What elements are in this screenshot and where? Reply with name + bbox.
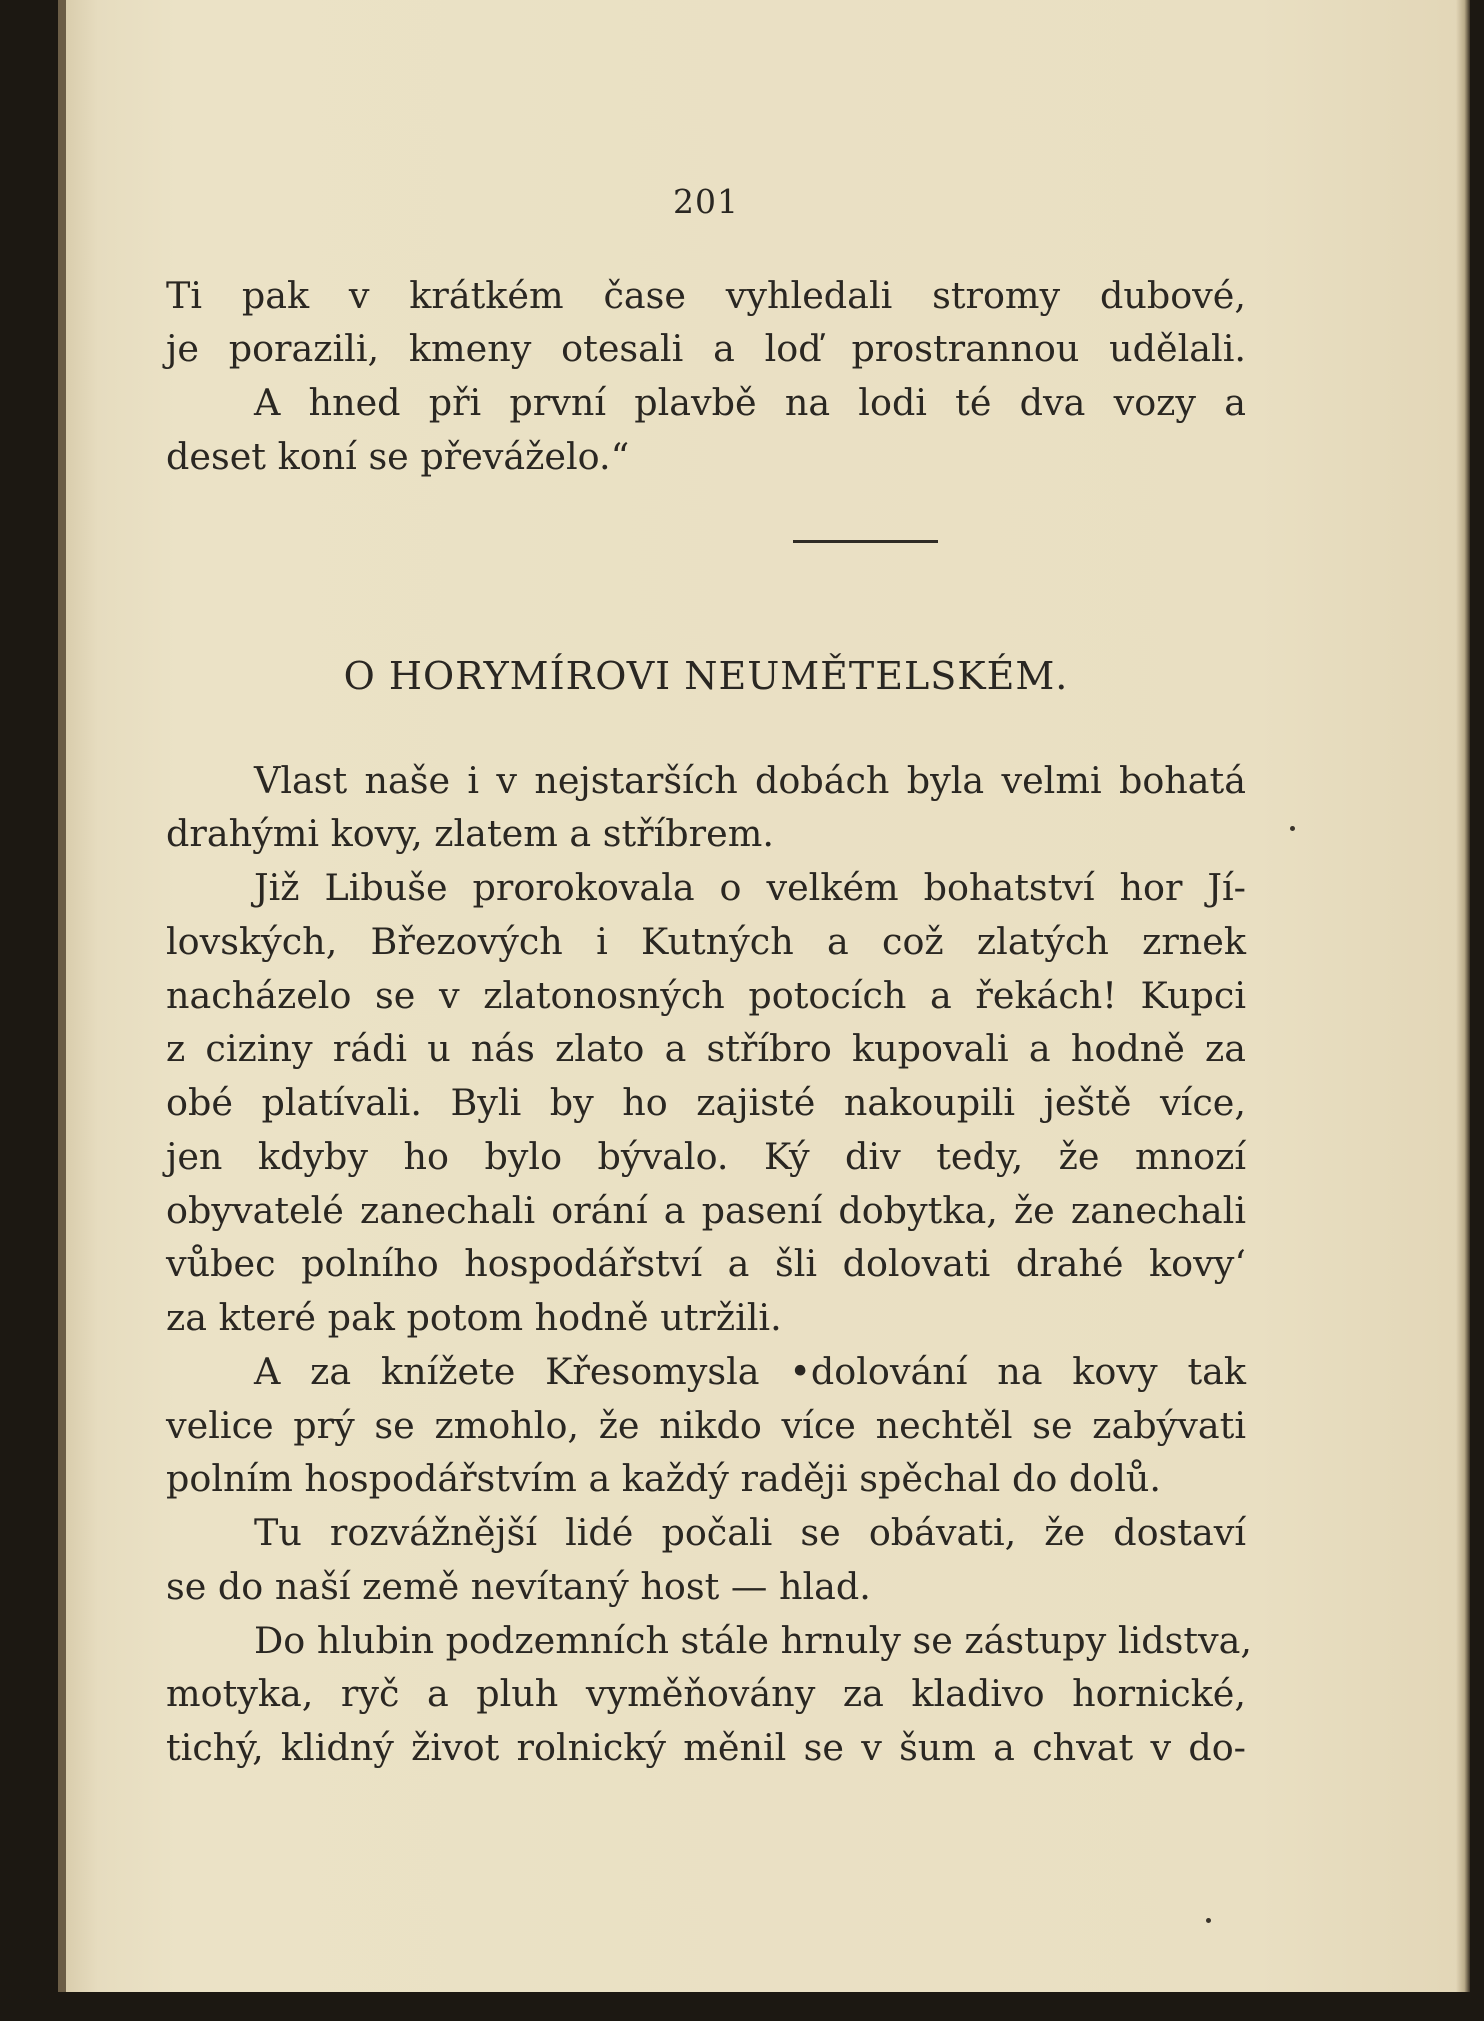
text-line: je porazili, kmeny otesali a loď prostrannou udělali. [166,327,1246,370]
text-line: lovských, Březových i Kutných a což zlatých zrnek [166,920,1246,963]
chapter-heading: O HORYMÍROVI NEUMĚTELSKÉM. [343,654,1069,698]
text-line: polním hospodářstvím a každý raději spěchal do dolů. [166,1457,1162,1500]
text-line: vůbec polního hospodářství a šli dolovati drahé kovy‘ [166,1242,1246,1285]
paper-speck [1206,1918,1211,1923]
text-line: motyka, ryč a pluh vyměňovány za kladivo hornické, [166,1672,1246,1715]
book-page [58,0,1470,1992]
text-line: obyvatelé zanechali orání a pasení dobytka, že zanechali [166,1189,1246,1232]
text-line: Ti pak v krátkém čase vyhledali stromy dubové, [166,274,1246,317]
text-line: nacházelo se v zlatonosných potocích a řekách! Kupci [166,974,1246,1017]
text-line-indented: A za knížete Křesomysla •dolování na kovy tak [254,1350,1246,1393]
text-line: tichý, klidný život rolnický měnil se v šum a chvat v do- [166,1726,1246,1769]
text-line-indented: Tu rozvážnější lidé počali se obávati, že dostaví [254,1511,1246,1554]
text-line: obé platívali. Byli by ho zajisté nakoupili ještě více, [166,1081,1246,1124]
text-line: se do naší země nevítaný host — hlad. [166,1565,871,1608]
text-line-indented: Vlast naše i v nejstarších dobách byla velmi bohatá [254,759,1246,802]
section-divider-rule [793,540,938,543]
page-binding-edge [58,0,66,1992]
text-line: deset koní se převáželo.“ [166,435,630,478]
text-line-indented: A hned při první plavbě na lodi té dva vozy a [254,381,1246,424]
text-line: velice prý se zmohlo, že nikdo více nechtěl se zabývati [166,1404,1246,1447]
text-line-indented: Do hlubin podzemních stále hrnuly se zástupy lidstva, [254,1619,1252,1662]
text-line: drahými kovy, zlatem a stříbrem. [166,812,774,855]
text-line: z ciziny rádi u nás zlato a stříbro kupovali a hodně za [166,1027,1246,1070]
text-line: jen kdyby ho bylo bývalo. Ký div tedy, že mnozí [166,1135,1246,1178]
paper-speck [1290,826,1295,831]
page-outer-edge [1456,0,1470,1992]
text-line-indented: Již Libuše prorokovala o velkém bohatství hor Jí- [254,866,1246,909]
page-number: 201 [673,182,739,221]
text-line: za které pak potom hodně utržili. [166,1296,782,1339]
